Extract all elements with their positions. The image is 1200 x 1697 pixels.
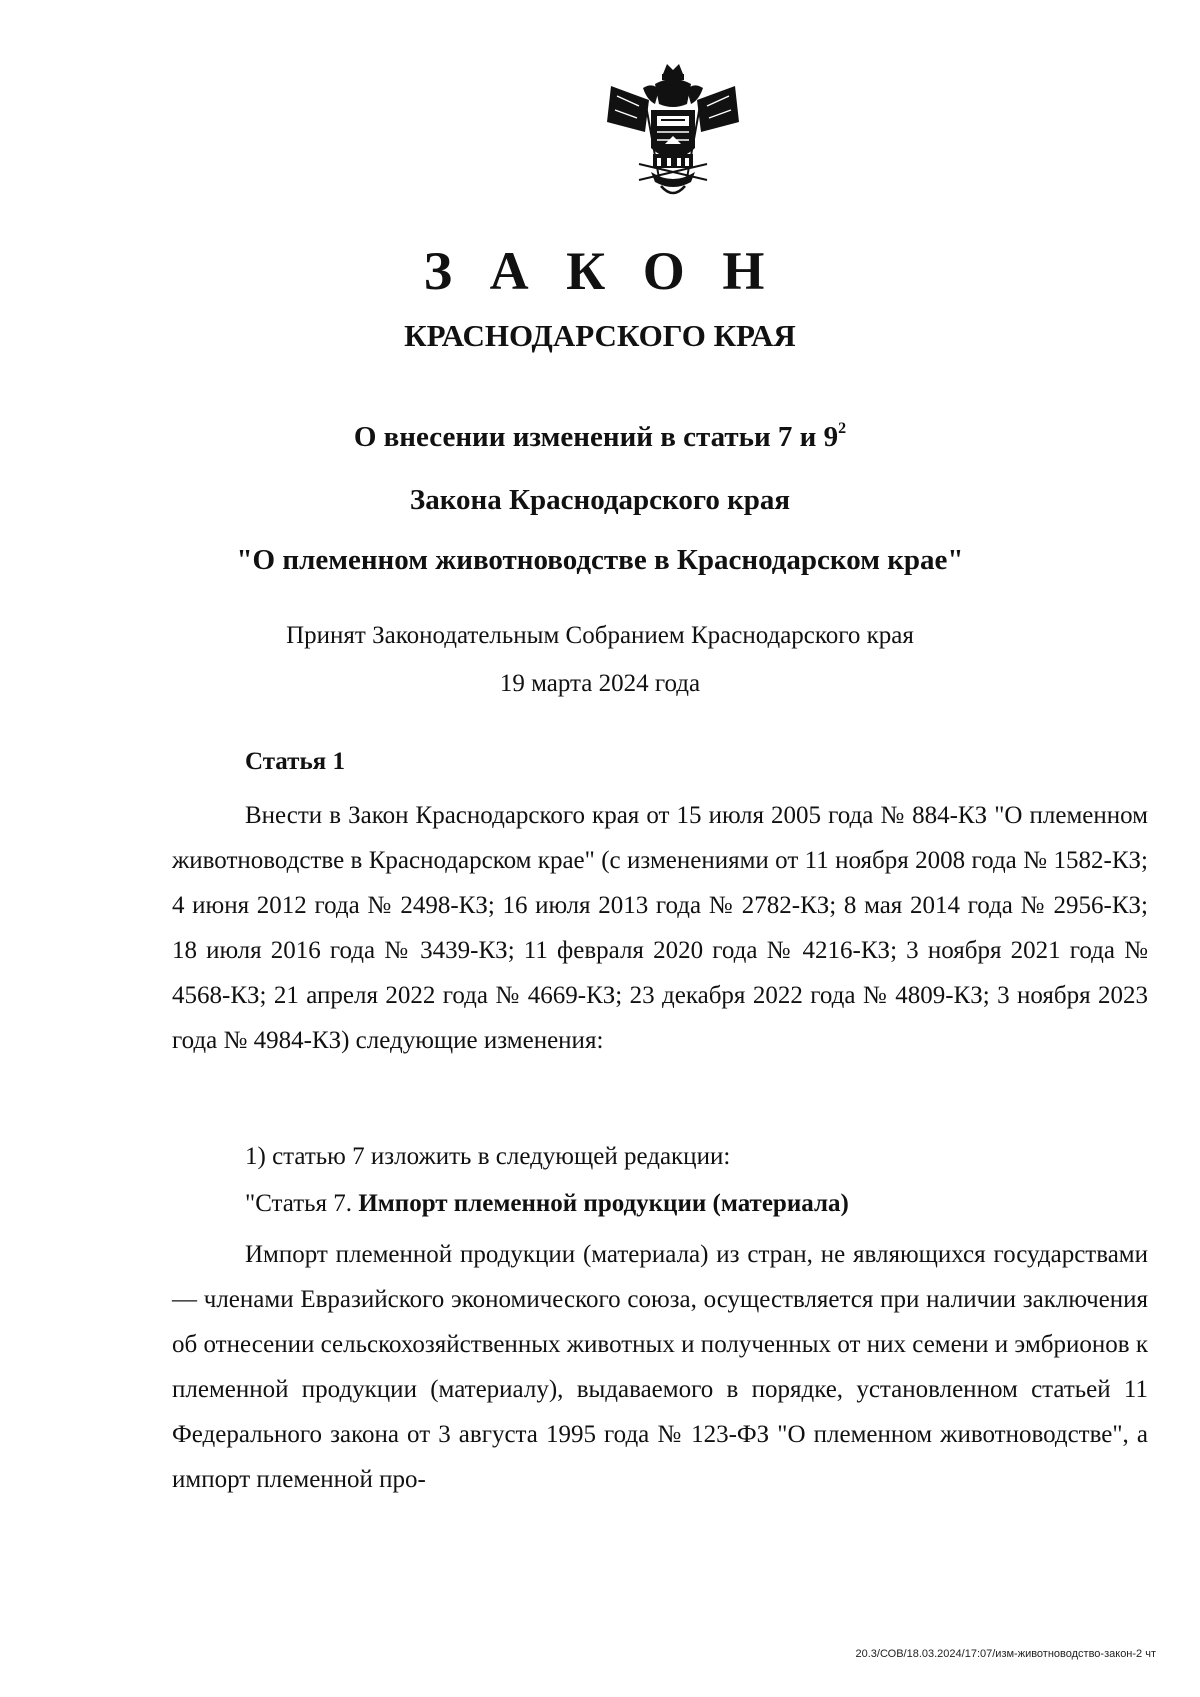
law-name-line-1	[0, 420, 1200, 454]
law-name-line-3: "О племенном животноводстве в Краснодарском крае"	[236, 544, 964, 576]
adoption-statement: Принят Законодательным Собранием Краснодарского края	[286, 622, 914, 649]
article-7-paragraph	[172, 1232, 1148, 1502]
law-name-line-2: Закона Краснодарского края	[409, 484, 791, 516]
coat-of-arms-icon	[605, 60, 741, 200]
article-7-paragraph-text: Импорт племенной продукции (материала) из стран, не являющихся государствами — членами Евразийского экономического союза, осуществляется при наличии заключения об отнесении сельскохозяйственных животных и полученных от них семени и эмбрионов к племенной продукции (материалу), выдаваемого в порядке, установленном статьей 11 Федерального закона от 3 августа 1995 года № 123-ФЗ "О племенном животноводстве", а импорт племенной про-	[172, 1241, 1148, 1493]
law-name-superscript: 2	[838, 420, 847, 437]
law-name-line-1-text: О внесении изменений в статьи 7 и 9	[353, 421, 839, 453]
law-region-subtitle: КРАСНОДАРСКОГО КРАЯ	[404, 318, 796, 353]
article-1-paragraph	[172, 793, 1148, 1063]
adoption-date: 19 марта 2024 года	[499, 670, 701, 697]
law-title: З А К О Н	[423, 241, 777, 301]
amendment-item-1: 1) статью 7 изложить в следующей редакции:	[245, 1143, 731, 1170]
document-footer-code: 20.3/СОВ/18.03.2024/17:07/изм-животноводство-закон-2 чт	[855, 1648, 1156, 1660]
article-1-heading: Статья 1	[245, 748, 345, 775]
article-7-heading	[245, 1190, 849, 1218]
article-7-prefix: "Статья 7.	[245, 1190, 359, 1217]
article-1-paragraph-text: Внести в Закон Краснодарского края от 15 июля 2005 года № 884-КЗ "О племенном животноводстве в Краснодарском крае" (с изменениями от 11 ноября 2008 года № 1582-КЗ; 4 июня 2012 года № 2498-КЗ; 16 июля 2013 года № 2782-КЗ; 8 мая 2014 года № 2956-КЗ; 18 июля 2016 года № 3439-КЗ; 11 февраля 2020 года № 4216-КЗ; 3 ноября 2021 года № 4568-КЗ; 21 апреля 2022 года № 4669-КЗ; 23 декабря 2022 года № 4809-КЗ; 3 ноября 2023 года № 4984-КЗ) следующие изменения:	[172, 802, 1148, 1054]
article-7-title: Импорт племенной продукции (материала)	[358, 1190, 849, 1217]
